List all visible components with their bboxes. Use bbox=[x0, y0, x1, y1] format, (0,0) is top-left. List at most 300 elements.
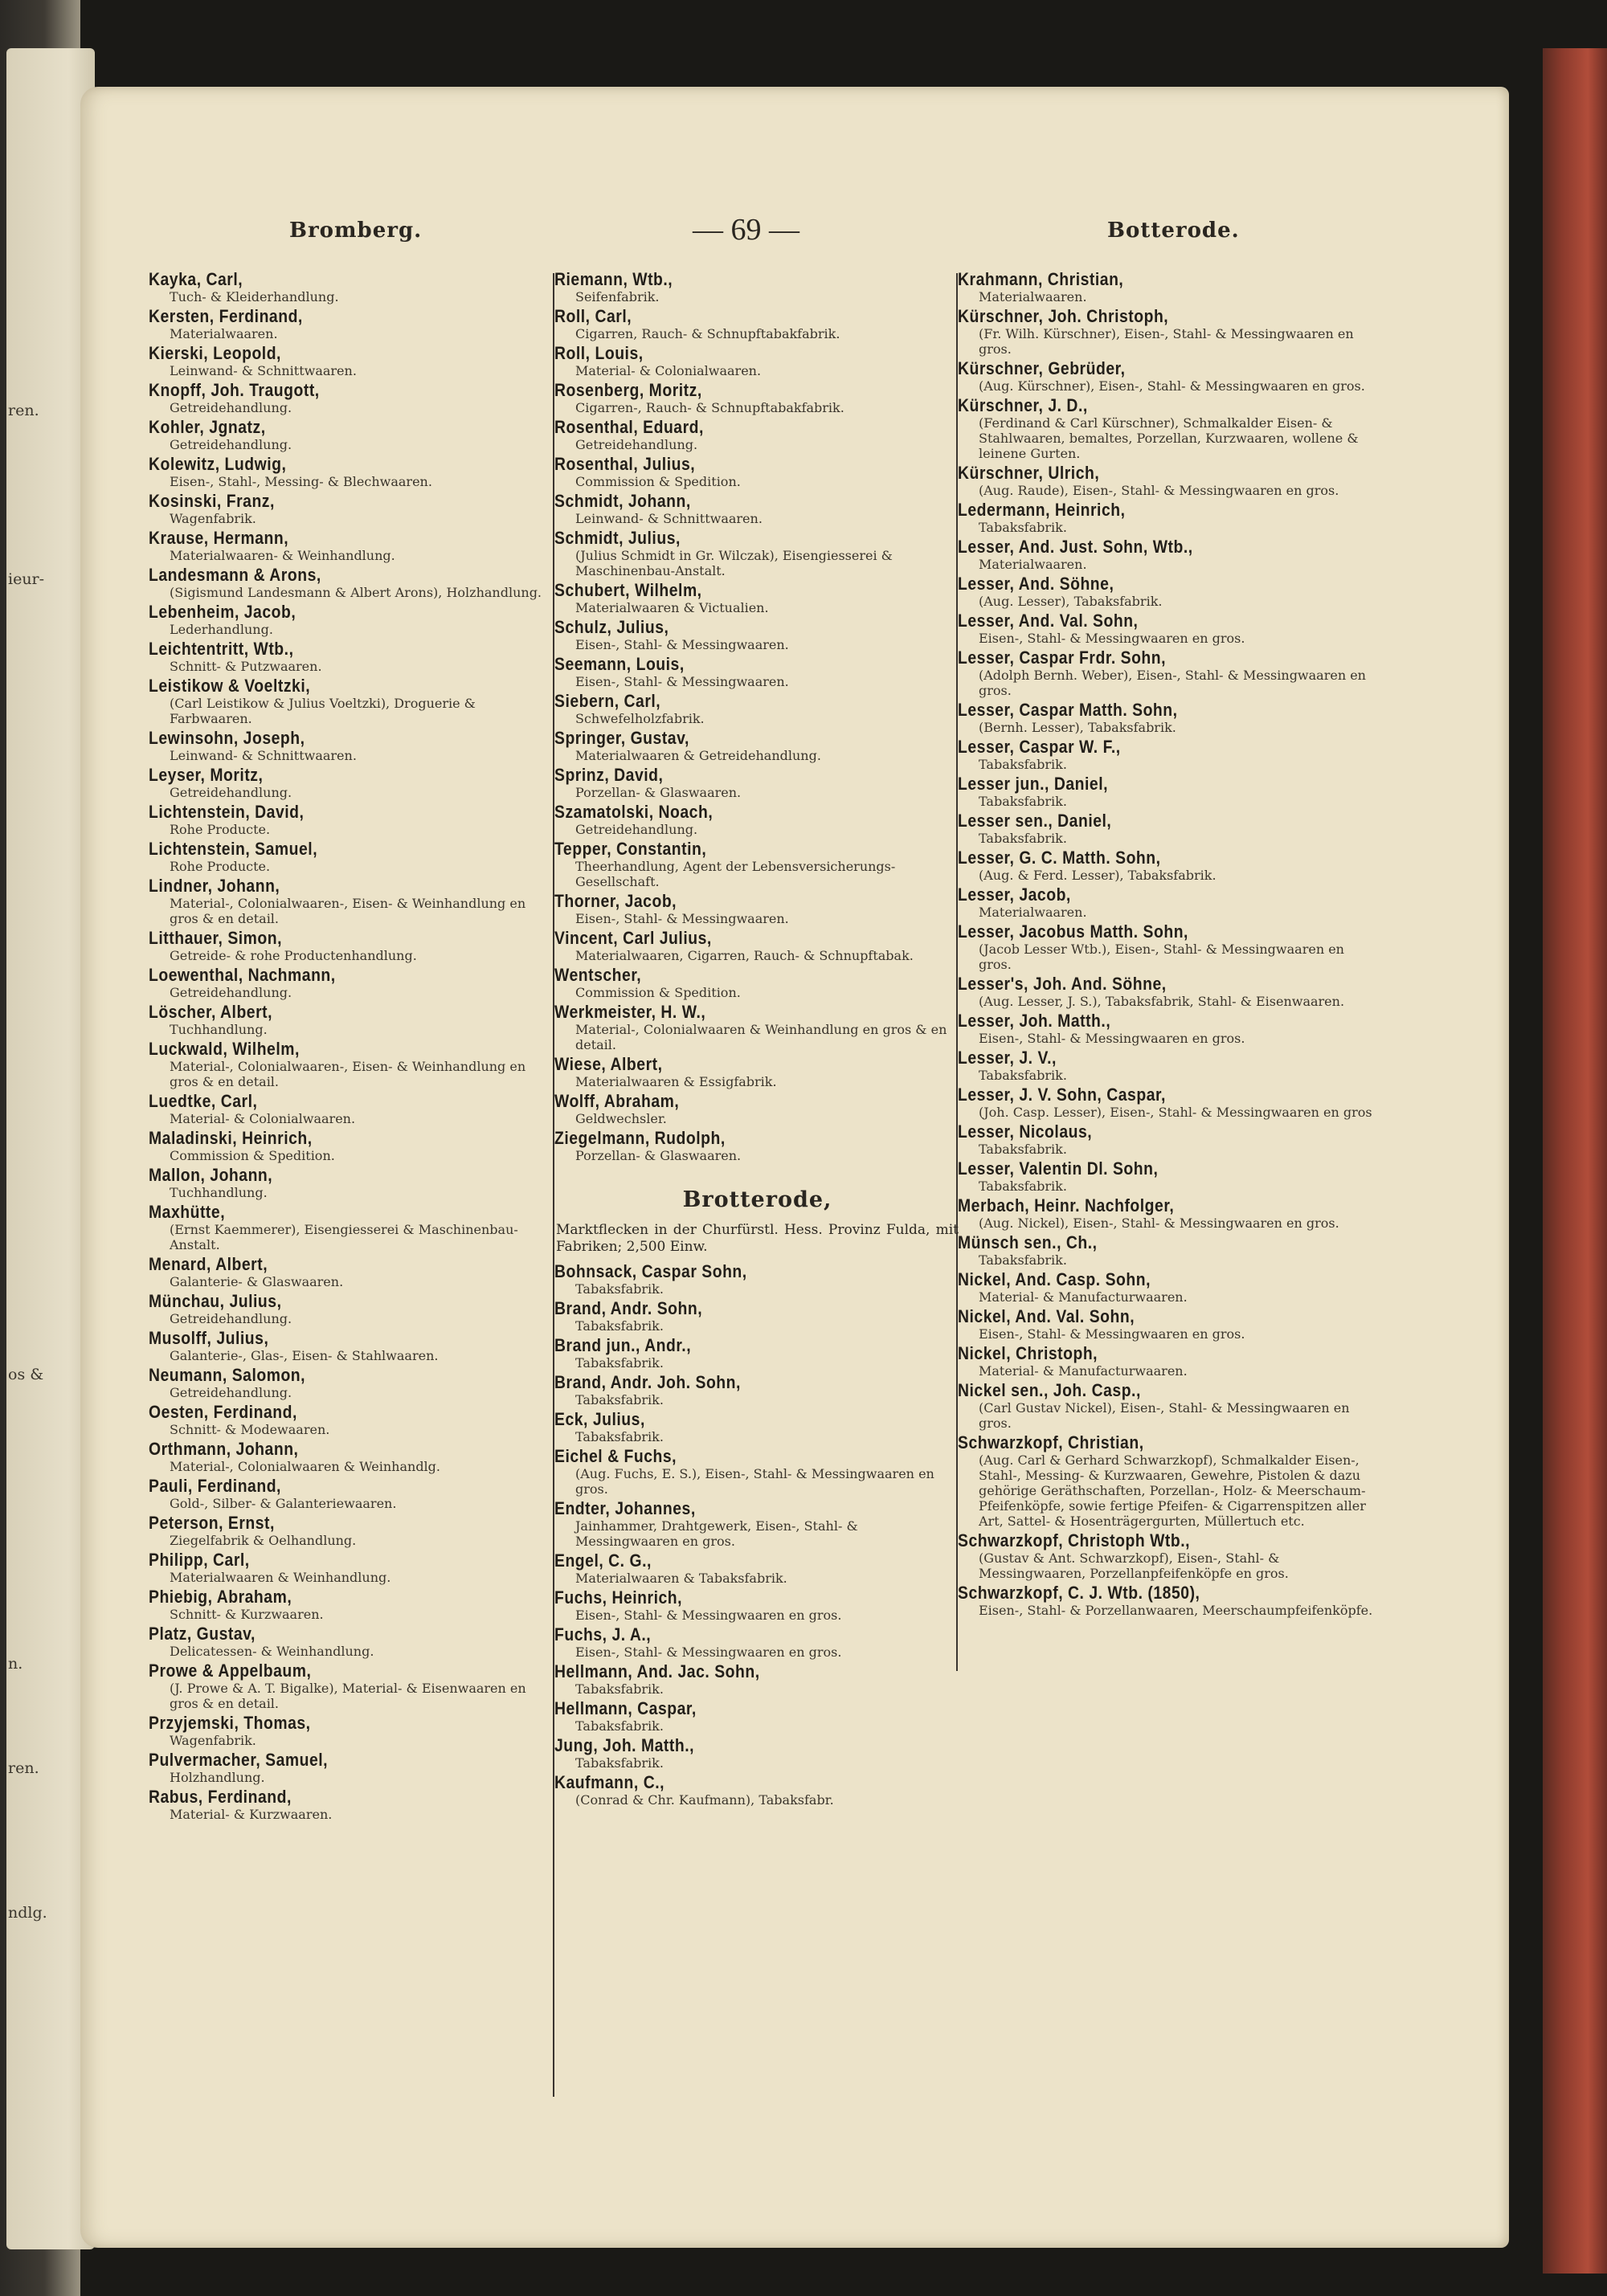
book-cover-edge bbox=[1543, 48, 1607, 2274]
directory-entry bbox=[554, 1055, 960, 1089]
margin-fragment: ren. bbox=[8, 402, 39, 419]
directory-entry bbox=[958, 648, 1380, 698]
entry-description: Material-, Colonialwaaren-, Eisen- & Weinhandlung en gros & en detail. bbox=[170, 1059, 526, 1089]
entry-description: (Aug. Fuchs, E. S.), Eisen-, Stahl- & Messingwaaren en gros. bbox=[575, 1466, 934, 1497]
entry-name: Lichtenstein, Samuel, bbox=[149, 839, 318, 859]
directory-entry bbox=[149, 344, 550, 378]
entry-name: Krause, Hermann, bbox=[149, 528, 289, 548]
directory-entry bbox=[149, 1661, 550, 1711]
entry-description: Porzellan- & Glaswaaren. bbox=[575, 1148, 742, 1163]
directory-entry bbox=[554, 1625, 960, 1660]
entry-description: (Aug. Carl & Gerhard Schwarzkopf), Schmalkalder Eisen-, Stahl-, Messing- & Kurzwaaren, Gewehre, Pistolen & dazu gehörige Geräthschaften, Porzellan-, Holz- & Meerschaum-Pfeifenköpfe, sowie fertige Pfeifen- & Cigarrenspitzen aller Art, Sattel- & Hosenträgergurten, Müllertuch etc. bbox=[979, 1452, 1366, 1529]
entry-description: Getreidehandlung. bbox=[170, 985, 292, 1000]
header-left-city: Bromberg. bbox=[289, 219, 423, 243]
directory-entry bbox=[958, 537, 1380, 572]
entry-description: Materialwaaren. bbox=[979, 289, 1087, 304]
entry-name: Lesser, Caspar W. F., bbox=[958, 737, 1121, 757]
entry-name: Schwarzkopf, C. J. Wtb. (1850), bbox=[958, 1583, 1200, 1603]
entry-name: Lesser, And. Just. Sohn, Wtb., bbox=[958, 537, 1193, 557]
entry-name: Luckwald, Wilhelm, bbox=[149, 1039, 300, 1059]
directory-entry bbox=[149, 1203, 550, 1252]
entry-name: Platz, Gustav, bbox=[149, 1624, 256, 1644]
directory-entry bbox=[149, 639, 550, 674]
directory-entry bbox=[149, 381, 550, 415]
entry-name: Schmidt, Julius, bbox=[554, 528, 681, 548]
directory-entry bbox=[149, 1040, 550, 1089]
entry-name: Lesser, Valentin Dl. Sohn, bbox=[958, 1158, 1159, 1179]
entry-name: Kierski, Leopold, bbox=[149, 343, 281, 363]
entry-name: Rabus, Ferdinand, bbox=[149, 1787, 292, 1807]
entry-name: Musolff, Julius, bbox=[149, 1328, 269, 1348]
entry-description: Tabaksfabrik. bbox=[979, 1142, 1067, 1157]
entry-description: Tuchhandlung. bbox=[170, 1185, 268, 1200]
entry-name: Wiese, Albert, bbox=[554, 1054, 663, 1074]
entry-name: Fuchs, Heinrich, bbox=[554, 1587, 683, 1608]
directory-entry bbox=[554, 529, 960, 578]
section-description: Marktflecken in der Churfürstl. Hess. Provinz Fulda, mit Fabriken; 2,500 Einw. bbox=[556, 1222, 959, 1255]
directory-entry bbox=[149, 566, 550, 600]
entry-name: Schubert, Wilhelm, bbox=[554, 580, 702, 600]
entry-name: Knopff, Joh. Traugott, bbox=[149, 380, 320, 400]
entry-name: Kolewitz, Ludwig, bbox=[149, 454, 287, 474]
entry-description: (Aug. Nickel), Eisen-, Stahl- & Messingwaaren en gros. bbox=[979, 1215, 1339, 1231]
directory-entry bbox=[554, 492, 960, 526]
entry-name: Ledermann, Heinrich, bbox=[958, 500, 1126, 520]
entry-name: Lesser, Caspar Frdr. Sohn, bbox=[958, 648, 1167, 668]
directory-entry bbox=[554, 729, 960, 763]
directory-entry bbox=[554, 1773, 960, 1808]
directory-entry bbox=[149, 1329, 550, 1363]
entry-description: (Julius Schmidt in Gr. Wilczak), Eisengiesserei & Maschinenbau-Anstalt. bbox=[575, 548, 893, 578]
directory-entry bbox=[958, 1531, 1380, 1581]
directory-entry bbox=[554, 1588, 960, 1623]
directory-entry bbox=[149, 1166, 550, 1200]
entry-name: Philipp, Carl, bbox=[149, 1550, 250, 1570]
directory-entry bbox=[149, 1403, 550, 1437]
entry-name: Lesser sen., Daniel, bbox=[958, 811, 1112, 831]
entry-name: Leyser, Moritz, bbox=[149, 765, 264, 785]
brotterode-entries bbox=[554, 1262, 960, 1808]
entry-description: Jainhammer, Drahtgewerk, Eisen-, Stahl- & Messingwaaren en gros. bbox=[575, 1518, 858, 1549]
margin-fragment: ndlg. bbox=[8, 1904, 47, 1922]
entry-description: Eisen-, Stahl- & Porzellanwaaren, Meerschaumpfeifenköpfe. bbox=[979, 1603, 1373, 1618]
entry-description: (Bernh. Lesser), Tabaksfabrik. bbox=[979, 720, 1176, 735]
entry-name: Endter, Johannes, bbox=[554, 1498, 696, 1518]
entry-description: (Aug. Raude), Eisen-, Stahl- & Messingwaaren en gros. bbox=[979, 483, 1339, 498]
directory-entry bbox=[149, 1714, 550, 1748]
directory-entry bbox=[554, 1092, 960, 1126]
entry-description: Schnitt- & Kurzwaaren. bbox=[170, 1607, 324, 1622]
entry-description: Commission & Spedition. bbox=[575, 474, 741, 489]
directory-entry bbox=[958, 270, 1380, 304]
entry-name: Brand, Andr. Joh. Sohn, bbox=[554, 1372, 741, 1392]
directory-entry bbox=[958, 1122, 1380, 1157]
entry-name: Oesten, Ferdinand, bbox=[149, 1402, 297, 1422]
entry-description: Getreidehandlung. bbox=[170, 437, 292, 452]
entry-name: Lichtenstein, David, bbox=[149, 802, 305, 822]
entry-name: Lesser, J. V., bbox=[958, 1048, 1057, 1068]
directory-entry bbox=[554, 1699, 960, 1734]
entry-description: Eisen-, Stahl- & Messingwaaren en gros. bbox=[979, 1031, 1245, 1046]
entry-description: Materialwaaren- & Weinhandlung. bbox=[170, 548, 395, 563]
entry-name: Wolff, Abraham, bbox=[554, 1091, 680, 1111]
directory-entry bbox=[149, 1092, 550, 1126]
entry-name: Lesser, Jacobus Matth. Sohn, bbox=[958, 921, 1188, 942]
directory-entry bbox=[149, 492, 550, 526]
entry-description: Material- & Manufacturwaaren. bbox=[979, 1289, 1188, 1305]
entry-description: Getreide- & rohe Productenhandlung. bbox=[170, 948, 417, 963]
entry-name: Lesser, And. Val. Sohn, bbox=[958, 611, 1139, 631]
entry-name: Hellmann, And. Jac. Sohn, bbox=[554, 1661, 760, 1681]
directory-entry bbox=[149, 1477, 550, 1511]
entry-name: Roll, Carl, bbox=[554, 306, 632, 326]
entry-name: Leichtentritt, Wtb., bbox=[149, 639, 294, 659]
entry-name: Riemann, Wtb., bbox=[554, 269, 673, 289]
directory-entry bbox=[958, 611, 1380, 646]
margin-fragment: ren. bbox=[8, 1759, 39, 1777]
entry-description: (Aug. Lesser), Tabaksfabrik. bbox=[979, 594, 1163, 609]
entry-name: Münchau, Julius, bbox=[149, 1291, 282, 1311]
entry-name: Lebenheim, Jacob, bbox=[149, 602, 296, 622]
entry-description: Material-, Colonialwaaren & Weinhandlung en gros & en detail. bbox=[575, 1022, 947, 1052]
directory-entry bbox=[149, 1003, 550, 1037]
entry-name: Rosenthal, Eduard, bbox=[554, 417, 704, 437]
entry-description: (Ernst Kaemmerer), Eisengiesserei & Maschinenbau-Anstalt. bbox=[170, 1222, 518, 1252]
entry-description: Getreidehandlung. bbox=[575, 822, 698, 837]
entry-name: Nickel, And. Casp. Sohn, bbox=[958, 1269, 1151, 1289]
entry-name: Sprinz, David, bbox=[554, 765, 664, 785]
entry-description: Materialwaaren & Getreidehandlung. bbox=[575, 748, 821, 763]
entry-name: Prowe & Appelbaum, bbox=[149, 1661, 312, 1681]
entry-name: Schmidt, Johann, bbox=[554, 491, 691, 511]
entry-description: Schwefelholzfabrik. bbox=[575, 711, 705, 726]
entry-description: (Aug. Lesser, J. S.), Tabaksfabrik, Stahl- & Eisenwaaren. bbox=[979, 994, 1345, 1009]
entry-name: Lesser's, Joh. And. Söhne, bbox=[958, 974, 1167, 994]
directory-entry bbox=[958, 307, 1380, 357]
entry-description: Material- & Manufacturwaaren. bbox=[979, 1363, 1188, 1379]
entry-description: Tabaksfabrik. bbox=[979, 1068, 1067, 1083]
directory-entry bbox=[958, 574, 1380, 609]
entry-name: Kürschner, Ulrich, bbox=[958, 463, 1100, 483]
directory-entry bbox=[149, 1587, 550, 1622]
entry-description: Tabaksfabrik. bbox=[979, 520, 1067, 535]
directory-entry bbox=[958, 1159, 1380, 1194]
entry-description: Tuchhandlung. bbox=[170, 1022, 268, 1037]
directory-entry bbox=[554, 966, 960, 1000]
entry-name: Lesser, Joh. Matth., bbox=[958, 1011, 1111, 1031]
directory-entry bbox=[149, 418, 550, 452]
directory-entry bbox=[149, 1751, 550, 1785]
entry-description: Delicatessen- & Weinhandlung. bbox=[170, 1644, 374, 1659]
entry-name: Nickel, Christoph, bbox=[958, 1343, 1098, 1363]
entry-name: Merbach, Heinr. Nachfolger, bbox=[958, 1195, 1175, 1215]
entry-name: Roll, Louis, bbox=[554, 343, 644, 363]
entry-name: Maladinski, Heinrich, bbox=[149, 1128, 313, 1148]
entry-description: Seifenfabrik. bbox=[575, 289, 660, 304]
directory-entry bbox=[958, 737, 1380, 772]
entry-name: Phiebig, Abraham, bbox=[149, 1587, 292, 1607]
entry-name: Krahmann, Christian, bbox=[958, 269, 1124, 289]
entry-description: Cigarren-, Rauch- & Schnupftabakfabrik. bbox=[575, 400, 844, 415]
directory-entry bbox=[149, 1129, 550, 1163]
entry-name: Schulz, Julius, bbox=[554, 617, 669, 637]
entry-name: Landesmann & Arons, bbox=[149, 565, 321, 585]
entry-name: Nickel sen., Joh. Casp., bbox=[958, 1380, 1141, 1400]
directory-entry bbox=[149, 766, 550, 800]
entry-name: Schwarzkopf, Christian, bbox=[958, 1432, 1144, 1452]
entry-description: (Adolph Bernh. Weber), Eisen-, Stahl- & Messingwaaren en gros. bbox=[979, 668, 1366, 698]
entry-description: Commission & Spedition. bbox=[575, 985, 741, 1000]
entry-description: Cigarren, Rauch- & Schnupftabakfabrik. bbox=[575, 326, 840, 341]
directory-entry bbox=[149, 603, 550, 637]
entry-description: Materialwaaren. bbox=[170, 326, 278, 341]
entry-description: Tabaksfabrik. bbox=[575, 1755, 664, 1771]
directory-entry bbox=[958, 1085, 1380, 1120]
directory-entry bbox=[554, 344, 960, 378]
entry-description: Material- & Colonialwaaren. bbox=[575, 363, 762, 378]
directory-entry bbox=[149, 840, 550, 874]
margin-fragment: os & bbox=[8, 1366, 44, 1383]
entry-description: Galanterie- & Glaswaaren. bbox=[170, 1274, 344, 1289]
entry-description: Eisen-, Stahl- & Messingwaaren en gros. bbox=[979, 631, 1245, 646]
directory-entry bbox=[149, 966, 550, 1000]
entry-name: Rosenberg, Moritz, bbox=[554, 380, 702, 400]
entry-description: Tabaksfabrik. bbox=[979, 1252, 1067, 1268]
directory-entry bbox=[149, 1624, 550, 1659]
entry-description: Eisen-, Stahl-, Messing- & Blechwaaren. bbox=[170, 474, 432, 489]
entry-description: Wagenfabrik. bbox=[170, 1733, 256, 1748]
entry-name: Peterson, Ernst, bbox=[149, 1513, 275, 1533]
entry-name: Kürschner, Joh. Christoph, bbox=[958, 306, 1169, 326]
entry-name: Löscher, Albert, bbox=[149, 1002, 273, 1022]
entry-name: Loewenthal, Nachmann, bbox=[149, 965, 336, 985]
entry-name: Engel, C. G., bbox=[554, 1550, 652, 1571]
directory-entry bbox=[554, 1336, 960, 1371]
directory-entry bbox=[554, 581, 960, 615]
directory-entry bbox=[554, 1003, 960, 1052]
entry-name: Lesser jun., Daniel, bbox=[958, 774, 1109, 794]
entry-name: Thorner, Jacob, bbox=[554, 891, 677, 911]
directory-entry bbox=[958, 1381, 1380, 1431]
entry-name: Pauli, Ferdinand, bbox=[149, 1476, 281, 1496]
directory-entry bbox=[149, 1292, 550, 1326]
directory-entry bbox=[554, 418, 960, 452]
entry-name: Kersten, Ferdinand, bbox=[149, 306, 303, 326]
directory-entry bbox=[554, 1736, 960, 1771]
entry-description: Rohe Producte. bbox=[170, 859, 271, 874]
entry-description: Tabaksfabrik. bbox=[575, 1355, 664, 1371]
entry-description: Material- & Kurzwaaren. bbox=[170, 1807, 333, 1822]
entry-name: Seemann, Louis, bbox=[554, 654, 685, 674]
entry-name: Schwarzkopf, Christoph Wtb., bbox=[958, 1530, 1191, 1550]
margin-fragment: ieur- bbox=[8, 570, 45, 588]
entry-description: (Conrad & Chr. Kaufmann), Tabaksfabr. bbox=[575, 1792, 834, 1808]
entry-description: Getreidehandlung. bbox=[170, 1385, 292, 1400]
entry-name: Siebern, Carl, bbox=[554, 691, 661, 711]
entry-name: Werkmeister, H. W., bbox=[554, 1002, 706, 1022]
directory-entry bbox=[554, 655, 960, 689]
entry-description: Materialwaaren & Tabaksfabrik. bbox=[575, 1571, 787, 1586]
entry-description: Eisen-, Stahl- & Messingwaaren en gros. bbox=[979, 1326, 1245, 1342]
directory-entry bbox=[149, 529, 550, 563]
entry-name: Lesser, Caspar Matth. Sohn, bbox=[958, 700, 1178, 720]
entry-description: Schnitt- & Modewaaren. bbox=[170, 1422, 330, 1437]
entry-description: Ziegelfabrik & Oelhandlung. bbox=[170, 1533, 357, 1548]
entry-description: (Carl Leistikow & Julius Voeltzki), Droguerie & Farbwaaren. bbox=[170, 696, 476, 726]
directory-entry bbox=[554, 270, 960, 304]
directory-entry bbox=[958, 701, 1380, 735]
entry-description: Tabaksfabrik. bbox=[575, 1318, 664, 1334]
entry-description: Galanterie-, Glas-, Eisen- & Stahlwaaren. bbox=[170, 1348, 439, 1363]
entry-description: Schnitt- & Putzwaaren. bbox=[170, 659, 322, 674]
entry-name: Przyjemski, Thomas, bbox=[149, 1713, 311, 1733]
entry-description: (Sigismund Landesmann & Albert Arons), Holzhandlung. bbox=[170, 585, 542, 600]
entry-description: (Joh. Casp. Lesser), Eisen-, Stahl- & Messingwaaren en gros bbox=[979, 1105, 1372, 1120]
entry-name: Fuchs, J. A., bbox=[554, 1624, 652, 1644]
entry-description: Getreidehandlung. bbox=[575, 437, 698, 452]
directory-entry bbox=[958, 464, 1380, 498]
column-left bbox=[149, 270, 550, 1824]
directory-entry bbox=[554, 1447, 960, 1497]
entry-description: Materialwaaren & Victualien. bbox=[575, 600, 769, 615]
entry-name: Lesser, J. V. Sohn, Caspar, bbox=[958, 1085, 1166, 1105]
entry-description: Geldwechsler. bbox=[575, 1111, 667, 1126]
entry-name: Orthmann, Johann, bbox=[149, 1439, 299, 1459]
directory-entry bbox=[149, 1550, 550, 1585]
directory-entry bbox=[958, 811, 1380, 846]
entry-description: Tabaksfabrik. bbox=[575, 1429, 664, 1444]
entry-description: Rohe Producte. bbox=[170, 822, 271, 837]
entry-name: Bohnsack, Caspar Sohn, bbox=[554, 1261, 747, 1281]
entry-description: Tabaksfabrik. bbox=[979, 831, 1067, 846]
entry-name: Vincent, Carl Julius, bbox=[554, 928, 712, 948]
entry-description: Materialwaaren, Cigarren, Rauch- & Schnupftabak. bbox=[575, 948, 914, 963]
entry-description: Eisen-, Stahl- & Messingwaaren. bbox=[575, 911, 789, 926]
directory-entry bbox=[958, 500, 1380, 535]
directory-entry bbox=[149, 1366, 550, 1400]
entry-description: Eisen-, Stahl- & Messingwaaren. bbox=[575, 637, 789, 652]
entry-description: Eisen-, Stahl- & Messingwaaren. bbox=[575, 674, 789, 689]
directory-entry bbox=[958, 974, 1380, 1009]
directory-entry bbox=[149, 929, 550, 963]
entry-name: Luedtke, Carl, bbox=[149, 1091, 258, 1111]
entry-name: Kürschner, Gebrüder, bbox=[958, 358, 1126, 378]
directory-entry bbox=[958, 848, 1380, 883]
directory-entry bbox=[554, 1410, 960, 1444]
directory-entry bbox=[958, 774, 1380, 809]
entry-description: Tabaksfabrik. bbox=[979, 794, 1067, 809]
entry-description: Tabaksfabrik. bbox=[979, 757, 1067, 772]
entry-name: Menard, Albert, bbox=[149, 1254, 268, 1274]
entry-name: Nickel, And. Val. Sohn, bbox=[958, 1306, 1135, 1326]
directory-entry bbox=[149, 1787, 550, 1822]
entry-description: Leinwand- & Schnittwaaren. bbox=[575, 511, 763, 526]
directory-entry bbox=[554, 455, 960, 489]
directory-entry bbox=[958, 1233, 1380, 1268]
entry-description: Commission & Spedition. bbox=[170, 1148, 335, 1163]
entry-name: Eck, Julius, bbox=[554, 1409, 645, 1429]
entry-name: Maxhütte, bbox=[149, 1202, 226, 1222]
directory-entry bbox=[958, 396, 1380, 461]
entry-name: Kürschner, J. D., bbox=[958, 395, 1088, 415]
directory-entry bbox=[554, 1299, 960, 1334]
entry-description: Materialwaaren & Essigfabrik. bbox=[575, 1074, 777, 1089]
header-right-city: Botterode. bbox=[1107, 219, 1240, 243]
entry-description: (Carl Gustav Nickel), Eisen-, Stahl- & Messingwaaren en gros. bbox=[979, 1400, 1350, 1431]
entry-description: Tuch- & Kleiderhandlung. bbox=[170, 289, 339, 304]
directory-entry bbox=[554, 1662, 960, 1697]
directory-entry bbox=[554, 766, 960, 800]
entry-description: Lederhandlung. bbox=[170, 622, 273, 637]
directory-entry bbox=[149, 307, 550, 341]
entry-name: Szamatolski, Noach, bbox=[554, 802, 714, 822]
entry-description: (Jacob Lesser Wtb.), Eisen-, Stahl- & Messingwaaren en gros. bbox=[979, 942, 1344, 972]
entry-name: Lesser, G. C. Matth. Sohn, bbox=[958, 848, 1161, 868]
entry-name: Brand, Andr. Sohn, bbox=[554, 1298, 703, 1318]
page-number: — 69 — bbox=[693, 213, 799, 247]
entry-description: Gold-, Silber- & Galanteriewaaren. bbox=[170, 1496, 397, 1511]
column-middle bbox=[554, 270, 960, 1810]
column-right bbox=[958, 270, 1380, 1620]
entry-name: Lesser, Nicolaus, bbox=[958, 1121, 1093, 1142]
directory-entry bbox=[554, 1129, 960, 1163]
entry-description: Getreidehandlung. bbox=[170, 1311, 292, 1326]
entry-name: Kosinski, Franz, bbox=[149, 491, 275, 511]
entry-name: Lindner, Johann, bbox=[149, 876, 280, 896]
entry-name: Kayka, Carl, bbox=[149, 269, 243, 289]
directory-entry bbox=[958, 1270, 1380, 1305]
entry-description: Getreidehandlung. bbox=[170, 400, 292, 415]
entry-description: Tabaksfabrik. bbox=[979, 1179, 1067, 1194]
directory-entry bbox=[149, 1440, 550, 1474]
entry-name: Kohler, Jgnatz, bbox=[149, 417, 266, 437]
entry-description: Tabaksfabrik. bbox=[575, 1681, 664, 1697]
entry-name: Leistikow & Voeltzki, bbox=[149, 676, 311, 696]
entry-description: (Aug. & Ferd. Lesser), Tabaksfabrik. bbox=[979, 868, 1216, 883]
directory-entry bbox=[149, 803, 550, 837]
directory-entry bbox=[554, 381, 960, 415]
directory-entry bbox=[958, 885, 1380, 920]
entry-description: Materialwaaren. bbox=[979, 905, 1087, 920]
directory-entry bbox=[554, 692, 960, 726]
directory-entry bbox=[149, 1255, 550, 1289]
directory-entry bbox=[149, 729, 550, 763]
entry-description: (Aug. Kürschner), Eisen-, Stahl- & Messingwaaren en gros. bbox=[979, 378, 1365, 394]
entry-description: Eisen-, Stahl- & Messingwaaren en gros. bbox=[575, 1644, 842, 1660]
directory-entry bbox=[149, 676, 550, 726]
directory-entry bbox=[958, 922, 1380, 972]
entry-description: Material- & Colonialwaaren. bbox=[170, 1111, 356, 1126]
entry-name: Pulvermacher, Samuel, bbox=[149, 1750, 329, 1770]
directory-entry bbox=[554, 803, 960, 837]
entry-description: (J. Prowe & A. T. Bigalke), Material- & Eisenwaaren en gros & en detail. bbox=[170, 1681, 526, 1711]
entry-name: Lewinsohn, Joseph, bbox=[149, 728, 305, 748]
entry-description: Theerhandlung, Agent der Lebensversicherungs-Gesellschaft. bbox=[575, 859, 896, 889]
entry-name: Litthauer, Simon, bbox=[149, 928, 283, 948]
page-header bbox=[0, 213, 1607, 251]
directory-entry bbox=[554, 618, 960, 652]
entry-description: Wagenfabrik. bbox=[170, 511, 256, 526]
directory-entry bbox=[958, 1196, 1380, 1231]
bromberg-entries-continued bbox=[554, 270, 960, 1163]
entry-description: Materialwaaren & Weinhandlung. bbox=[170, 1570, 391, 1585]
entry-description: Leinwand- & Schnittwaaren. bbox=[170, 363, 357, 378]
directory-entry bbox=[958, 1011, 1380, 1046]
entry-name: Ziegelmann, Rudolph, bbox=[554, 1128, 726, 1148]
section-title: Brotterode, bbox=[682, 1187, 832, 1212]
directory-entry bbox=[149, 270, 550, 304]
directory-entry bbox=[554, 892, 960, 926]
